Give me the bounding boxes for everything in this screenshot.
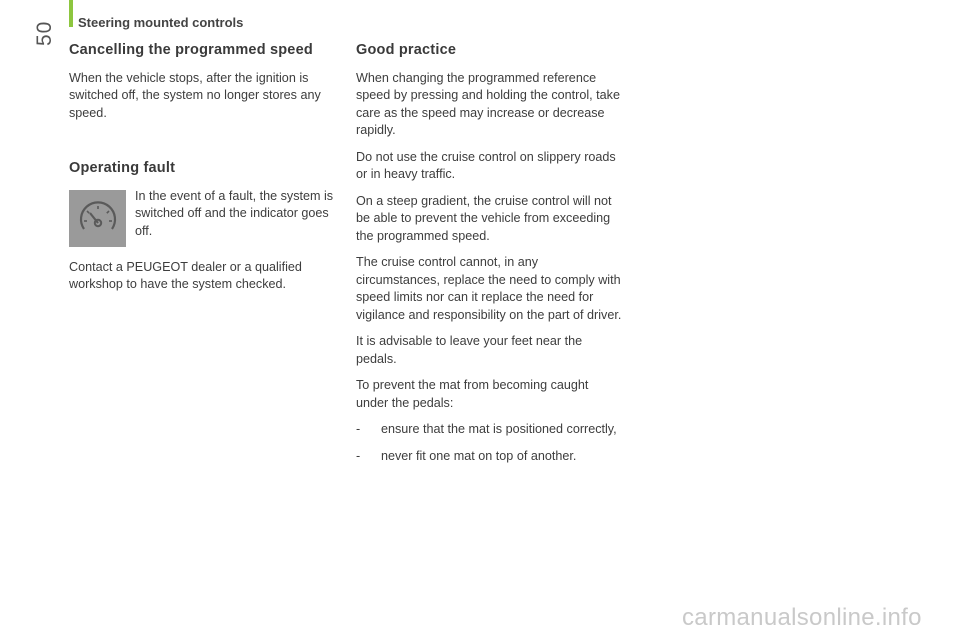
bullet-dash: - [356,422,361,436]
accent-bar [69,0,73,27]
bullet-dash: - [356,448,361,463]
cancel-heading: Cancelling the programmed speed [69,42,313,58]
page-number: 50 [33,20,56,46]
left-column [69,42,341,303]
list-item [356,448,624,466]
right-column [356,42,624,474]
cancel-text: When the vehicle stops, after the ignition is switched off, the system no longer stores any speed. [69,70,321,120]
section-title: Steering mounted controls [78,15,244,30]
fault-heading: Operating fault [69,160,176,176]
list-item-text: never fit one mat on top of another. [381,448,577,463]
paragraph: Do not use the cruise control on slippery roads or in heavy traffic. [356,149,616,181]
paragraph: When changing the programmed reference speed by pressing and holding the control, take care as the speed may increase or decrease rapidly. [356,70,620,137]
bullet-list [356,421,624,465]
watermark: carmanualsonline.info [682,604,922,631]
paragraph: On a steep gradient, the cruise control will not be able to prevent the vehicle from exceeding the programmed speed. [356,193,612,243]
list-item-text: ensure that the mat is positioned correctly, [381,422,617,436]
paragraph: The cruise control cannot, in any circumstances, replace the need to comply with speed limits nor can it replace the need for vigilance and responsibility on the part of driver. [356,255,622,322]
paragraph: To prevent the mat from becoming caught under the pedals: [356,378,589,410]
fault-text: In the event of a fault, the system is switched off and the indicator goes off. [135,188,334,238]
cruise-control-indicator-icon [69,190,126,247]
fault-row [69,188,341,247]
good-practice-heading: Good practice [356,42,457,58]
fault-contact-text: Contact a PEUGEOT dealer or a qualified workshop to have the system checked. [69,259,302,291]
list-item [356,421,624,439]
paragraph: It is advisable to leave your feet near the pedals. [356,334,583,366]
